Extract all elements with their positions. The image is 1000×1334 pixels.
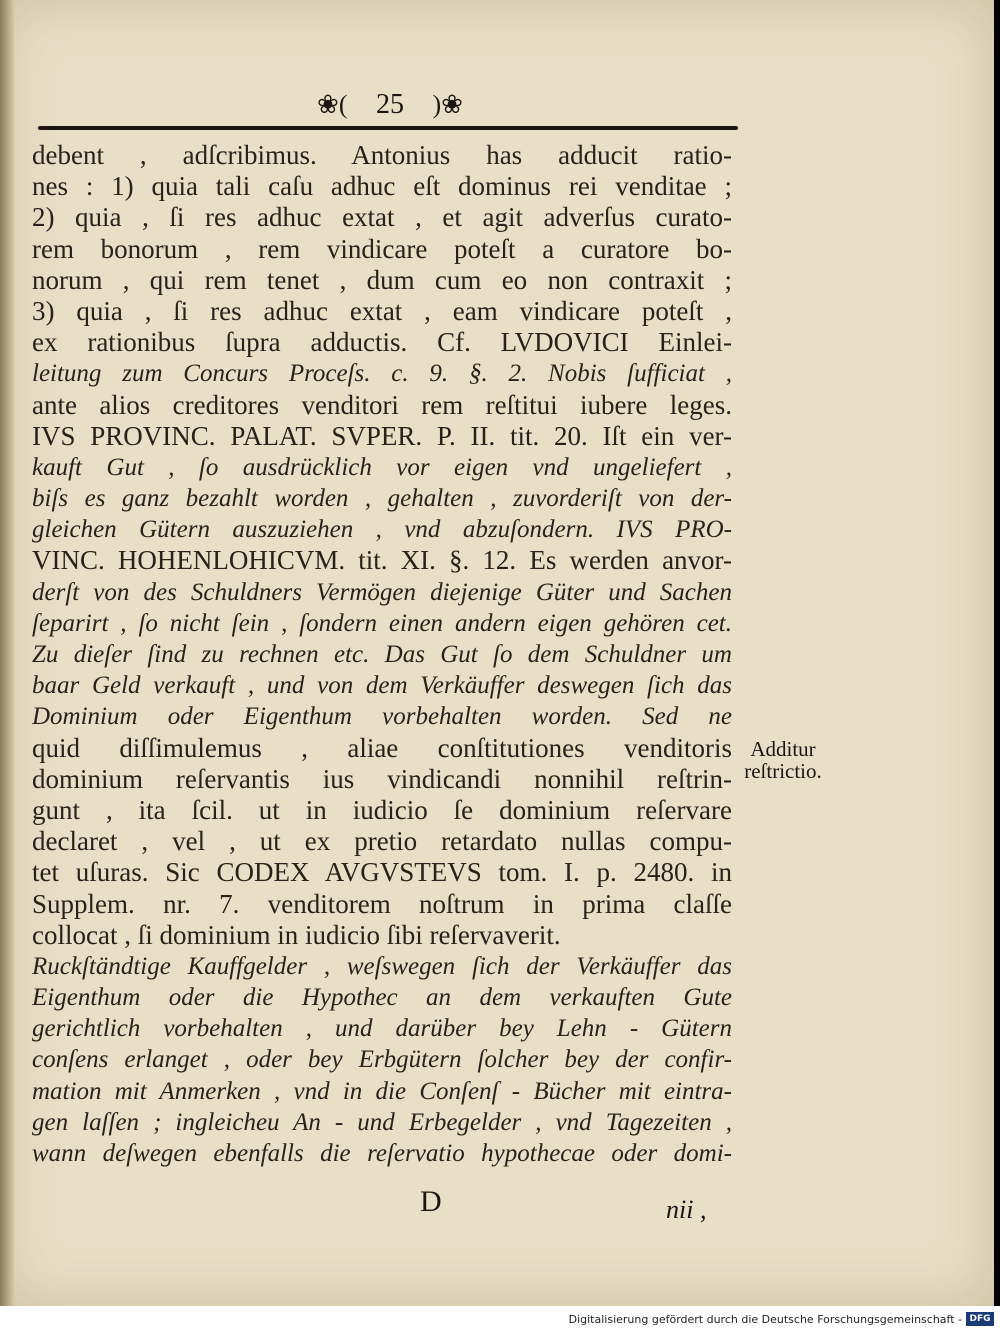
text-line: biſs es ganz bezahlt worden , gehalten , zuvorderiſt von der- — [32, 485, 732, 513]
text-line: VINC. HOHENLOHICVM. tit. XI. §. 12. Es werden anvor- — [32, 545, 732, 576]
text-line: nes : 1) quia tali caſu adhuc eſt dominus rei venditae ; — [32, 171, 732, 202]
text-line: gleichen Gütern auszuziehen , vnd abzuſondern. IVS PRO- — [32, 516, 732, 544]
text-line: mation mit Anmerken , vnd in die Conſenſ - Bücher mit eintra- — [32, 1077, 732, 1105]
text-line: declaret , vel , ut ex pretio retardato nullas compu- — [32, 826, 732, 857]
text-line: quid diſſimulemus , aliae conſtitutiones venditoris — [32, 732, 732, 763]
text-line: tet uſuras. Sic CODEX AVGVSTEVS tom. I. p. 2480. in — [32, 857, 732, 888]
footer-credit: Digitalisierung gefördert durch die Deutsche Forschungsgemeinschaft - — [568, 1313, 962, 1326]
signature-mark: D — [420, 1185, 442, 1218]
text-line: Ruckſtändtige Kauffgelder , weſswegen ſich der Verkäuffer das — [32, 952, 732, 980]
text-line: 3) quia , ſi res adhuc extat , eam vindicare poteſt , — [32, 295, 732, 326]
text-line: ante alios creditores venditori rem reſtitui iubere leges. — [32, 389, 732, 420]
page-number: 25 — [376, 89, 404, 121]
text-line: IVS PROVINC. PALAT. SVPER. P. II. tit. 20. Iſt ein ver- — [32, 420, 732, 451]
text-line: baar Geld verkauft , und von dem Verkäuffer deswegen ſich das — [32, 672, 732, 700]
text-line: ſeparirt , ſo nicht ſein , ſondern einen andern eigen gehören cet. — [32, 609, 732, 637]
text-line: kauft Gut , ſo ausdrücklich vor eigen vnd ungeliefert , — [32, 453, 732, 481]
text-line: Eigenthum oder die Hypothec an dem verkauften Gute — [32, 984, 732, 1012]
body-text — [32, 140, 732, 1169]
ornament-right-icon: )❀ — [432, 90, 463, 120]
text-line: rem bonorum , rem vindicare poteſt a curatore bo- — [32, 233, 732, 264]
text-line: debent , adſcribimus. Antonius has adducit ratio- — [32, 140, 732, 170]
text-line: leitung zum Concurs Proceſs. c. 9. §. 2. Nobis ſufficiat , — [32, 360, 732, 388]
text-line: ex rationibus ſupra adductis. Cf. LVDOVICI Einlei- — [32, 327, 732, 358]
text-line: collocat , ſi dominium in iudicio ſibi reſervaverit. — [32, 919, 561, 950]
text-line: Dominium oder Eigenthum vorbehalten worden. Sed ne — [32, 703, 732, 731]
text-line: dominium reſervantis ius vindicandi nonnihil reſtrin- — [32, 763, 732, 794]
page-header — [290, 88, 490, 128]
ornament-left-icon: ❀( — [317, 90, 348, 120]
margin-note — [733, 738, 833, 782]
text-line: wann deſwegen ebenfalls die reſervatio hypothecae oder domi- — [32, 1140, 732, 1167]
text-line: gunt , ita ſcil. ut in iudicio ſe dominium reſervare — [32, 794, 732, 825]
footer-bar — [0, 1306, 1000, 1334]
text-line: Zu dieſer ſind zu rechnen etc. Das Gut ſo dem Schuldner um — [32, 641, 732, 668]
text-line: Supplem. nr. 7. venditorem noſtrum in prima claſſe — [32, 888, 732, 919]
dfg-logo-icon: DFG — [966, 1312, 994, 1326]
text-line: derſt von des Schuldners Vermögen diejenige Güter und Sachen — [32, 578, 732, 606]
margin-note-line: reſtrictio. — [744, 759, 822, 783]
margin-note-line: Additur — [750, 737, 816, 761]
page-edge — [0, 0, 14, 1306]
text-line: norum , qui rem tenet , dum cum eo non contraxit ; — [32, 264, 732, 295]
text-line: gen laſſen ; ingleicheu An - und Erbegelder , vnd Tagezeiten , — [32, 1108, 732, 1136]
text-line: gerichtlich vorbehalten , und darüber bey Lehn - Gütern — [32, 1015, 732, 1043]
text-line: 2) quia , ſi res adhuc extat , et agit adverſus curato- — [32, 202, 732, 233]
header-rule — [38, 126, 738, 130]
catchword: nii , — [666, 1195, 707, 1224]
text-line: conſens erlanget , oder bey Erbgütern ſolcher bey der confir- — [32, 1046, 732, 1074]
